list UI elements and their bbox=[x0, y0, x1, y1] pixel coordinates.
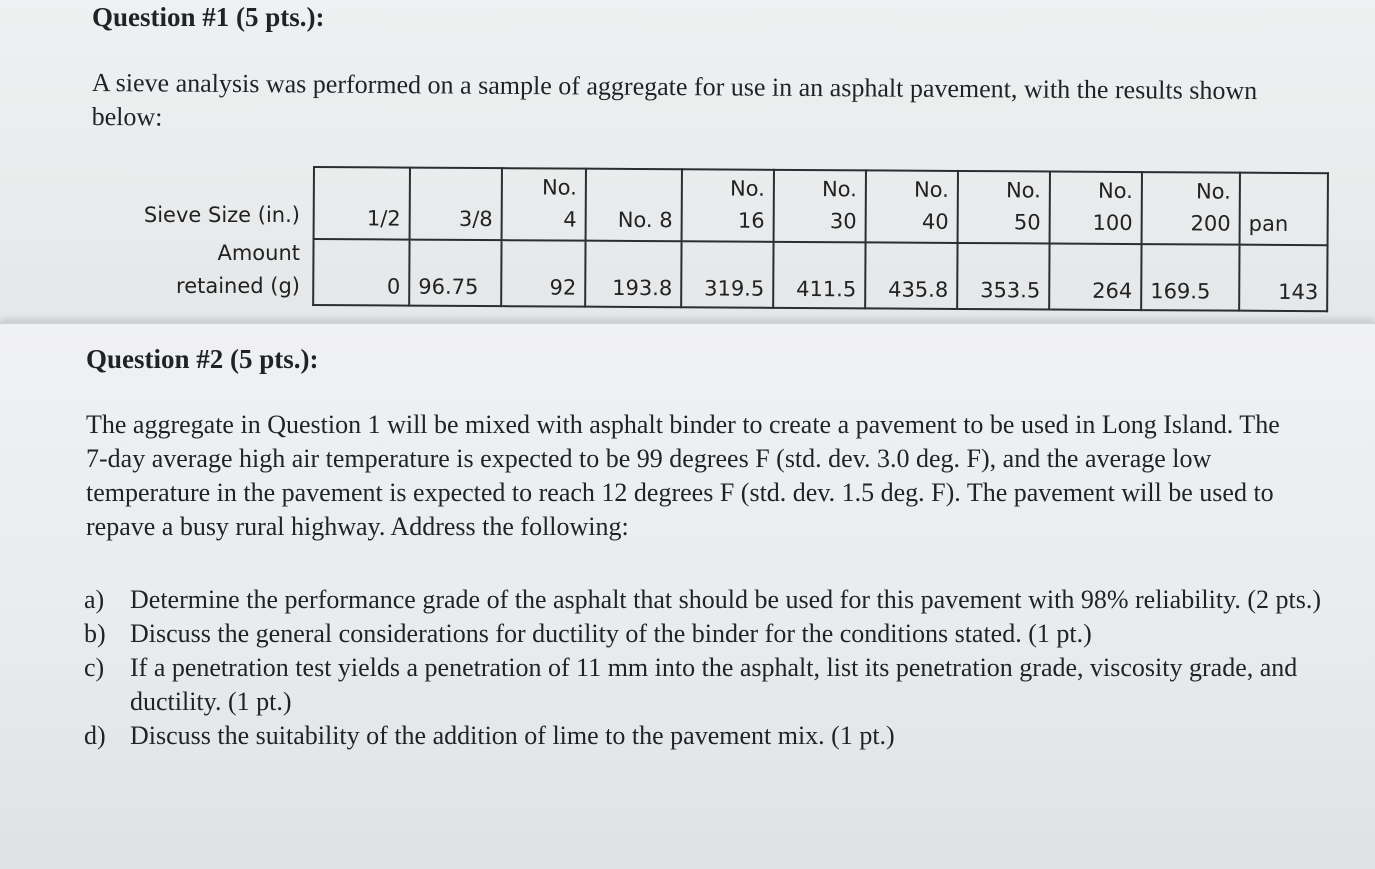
retained-cell: 411.5 bbox=[773, 242, 865, 309]
amount-label-line2: retained (g) bbox=[176, 274, 300, 298]
retained-cell: 353.5 bbox=[957, 243, 1049, 310]
retained-cell: 319.5 bbox=[681, 241, 773, 308]
sieve-size-cell: No. 30 bbox=[774, 170, 866, 243]
sieve-size-cell: No. 16 bbox=[682, 169, 774, 242]
question-1-intro: A sieve analysis was performed on a sample of aggregate for use in an asphalt pavement, with the results shown below: bbox=[91, 67, 1258, 132]
retained-cell: 0 bbox=[313, 239, 409, 306]
sieve-size-cell: 3/8 bbox=[410, 168, 502, 241]
retained-cell: 96.75 bbox=[409, 240, 501, 307]
amount-label-line1: Amount bbox=[217, 241, 300, 265]
item-marker: d) bbox=[84, 721, 106, 750]
question-2-title: Question #2 (5 pts.): bbox=[86, 344, 319, 374]
item-marker: a) bbox=[84, 585, 105, 614]
item-text: Discuss the suitability of the addition of lime to the pavement mix. (1 pt.) bbox=[130, 721, 895, 750]
item-text: If a penetration test yields a penetration of 11 mm into the asphalt, list its penetration grade, viscosity grade, and ductility. (1 pt.) bbox=[130, 653, 1298, 716]
sieve-analysis-table bbox=[312, 166, 1329, 312]
question-2-parts bbox=[84, 583, 1324, 753]
retained-cell: 143 bbox=[1239, 245, 1327, 312]
sieve-size-cell: No. 8 bbox=[586, 169, 682, 242]
sieve-size-row bbox=[314, 167, 1328, 245]
sieve-size-cell: No. 50 bbox=[958, 171, 1050, 244]
sieve-size-cell: pan bbox=[1240, 173, 1328, 246]
list-item bbox=[84, 583, 1324, 617]
item-text: Determine the performance grade of the asphalt that should be used for this pavement with 98% reliability. (2 pts.) bbox=[130, 585, 1322, 614]
retained-cell: 193.8 bbox=[585, 241, 681, 308]
question-1-title: Question #1 (5 pts.): bbox=[92, 2, 325, 32]
question-2-body: The aggregate in Question 1 will be mixed with asphalt binder to create a pavement to be used in Long Island. The 7-day average high air temperature is expected to be 99 degrees F (std. dev. 3.0 deg. F), and the average low temperature in the pavement is expected to reach 12 degrees F (std. dev. 1.5 deg. F). The pavement will be used to repave a busy rural highway. Address the following: bbox=[86, 410, 1280, 541]
sieve-size-cell: No. 4 bbox=[502, 168, 586, 241]
sieve-size-cell: No. 200 bbox=[1142, 172, 1240, 245]
list-item bbox=[84, 651, 1324, 719]
amount-retained-row bbox=[313, 239, 1327, 311]
item-text: Discuss the general considerations for ductility of the binder for the conditions stated. (1 pt.) bbox=[130, 619, 1092, 648]
list-item bbox=[84, 719, 1324, 753]
sieve-size-label: Sieve Size (in.) bbox=[143, 203, 300, 227]
sieve-size-cell: No. 100 bbox=[1050, 172, 1142, 245]
list-item bbox=[84, 617, 1324, 651]
sieve-size-cell: No. 40 bbox=[866, 170, 958, 243]
item-marker: b) bbox=[84, 619, 106, 648]
retained-cell: 435.8 bbox=[865, 242, 957, 309]
item-marker: c) bbox=[84, 653, 105, 682]
sieve-size-cell: 1/2 bbox=[314, 167, 410, 240]
retained-cell: 169.5 bbox=[1141, 244, 1239, 311]
retained-cell: 92 bbox=[501, 240, 585, 307]
retained-cell: 264 bbox=[1049, 244, 1141, 311]
